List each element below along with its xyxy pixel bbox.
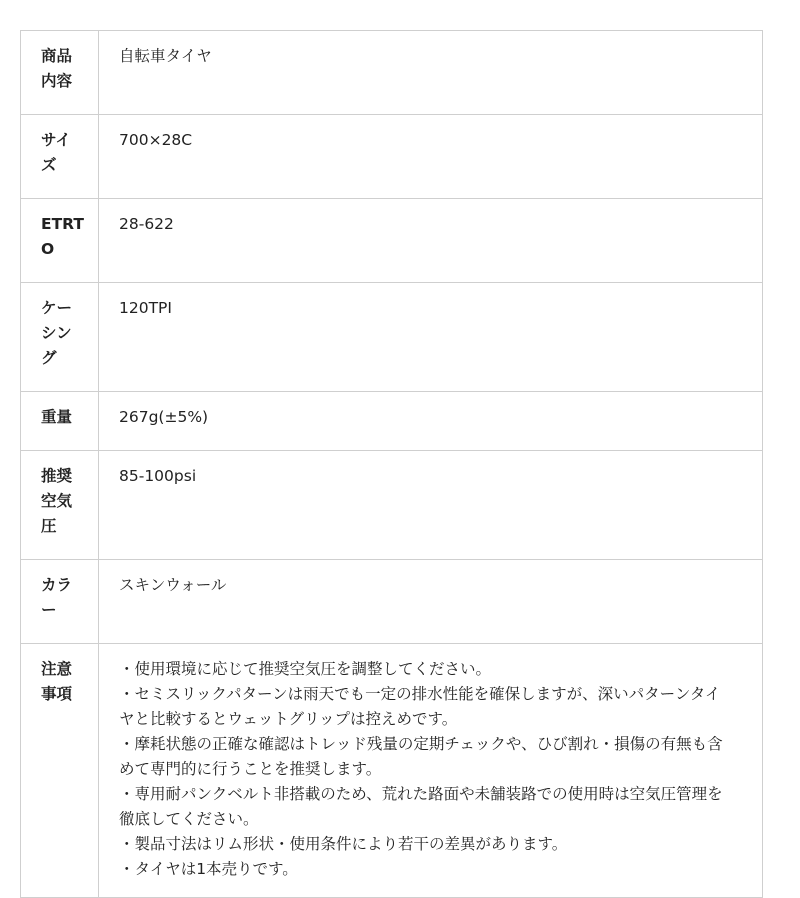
spec-label-weight: 重量 [21, 392, 99, 451]
spec-value-etrto: 28-622 [99, 199, 763, 283]
spec-value-pressure: 85-100psi [99, 451, 763, 560]
spec-row-pressure [21, 451, 763, 560]
spec-value-product: 自転車タイヤ [99, 31, 763, 115]
spec-label-color: カラー [21, 560, 99, 644]
spec-label-size: サイズ [21, 115, 99, 199]
note-line: ・摩耗状態の正確な確認はトレッド残量の定期チェックや、ひび割れ・損傷の有無も含めて専門的に行うことを推奨します。 [119, 735, 723, 778]
spec-value-weight: 267g(±5%) [99, 392, 763, 451]
spec-label-etrto: ETRTO [21, 199, 99, 283]
spec-row-product [21, 31, 763, 115]
spec-value-notes [99, 644, 763, 898]
note-line: ・セミスリックパターンは雨天でも一定の排水性能を確保しますが、深いパターンタイヤと比較するとウェットグリップは控えめです。 [119, 685, 721, 728]
spec-label-casing: ケーシング [21, 283, 99, 392]
spec-value-casing: 120TPI [99, 283, 763, 392]
note-line: ・製品寸法はリム形状・使用条件により若干の差異があります。 [119, 835, 568, 853]
spec-row-size [21, 115, 763, 199]
note-line: ・タイヤは1本売りです。 [119, 860, 298, 878]
note-line: ・専用耐パンクベルト非搭載のため、荒れた路面や未舗装路での使用時は空気圧管理を徹底してください。 [119, 785, 723, 828]
spec-row-color [21, 560, 763, 644]
spec-row-weight [21, 392, 763, 451]
spec-row-etrto [21, 199, 763, 283]
spec-label-pressure: 推奨空気圧 [21, 451, 99, 560]
spec-value-size: 700×28C [99, 115, 763, 199]
spec-row-casing [21, 283, 763, 392]
spec-label-product: 商品内容 [21, 31, 99, 115]
note-line: ・使用環境に応じて推奨空気圧を調整してください。 [119, 660, 492, 678]
spec-value-color: スキンウォール [99, 560, 763, 644]
spec-row-notes [21, 644, 763, 898]
product-spec-table [20, 30, 763, 898]
spec-label-notes: 注意事項 [21, 644, 99, 898]
